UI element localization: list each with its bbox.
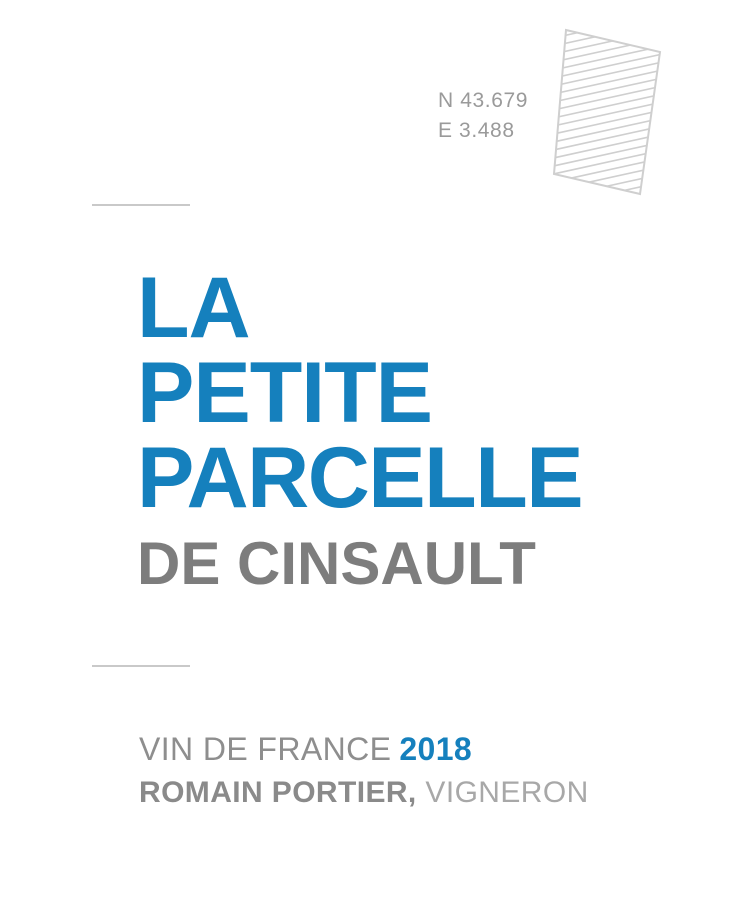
producer-line [139, 776, 659, 810]
gps-coordinates [438, 86, 528, 147]
latitude-text: N 43.679 [438, 89, 529, 112]
title-line-2: PETITE [137, 344, 433, 441]
vintage-year: 2018 [399, 731, 473, 767]
producer-role: VIGNERON [425, 776, 589, 809]
appellation-text: VIN DE FRANCE [139, 731, 392, 767]
divider-top [92, 204, 190, 206]
appellation-line [139, 731, 659, 768]
title-line-1: LA [137, 260, 250, 356]
title-line-3: PARCELLE [137, 429, 583, 526]
label-title-block [137, 260, 657, 598]
label-footer-block [139, 731, 659, 810]
divider-middle [92, 665, 190, 667]
hatched-parcel-icon [548, 22, 678, 202]
longitude-text: E 3.488 [438, 119, 515, 143]
producer-name: ROMAIN PORTIER, [139, 776, 417, 809]
grape-variety-subtitle: DE CINSAULT [137, 530, 536, 598]
